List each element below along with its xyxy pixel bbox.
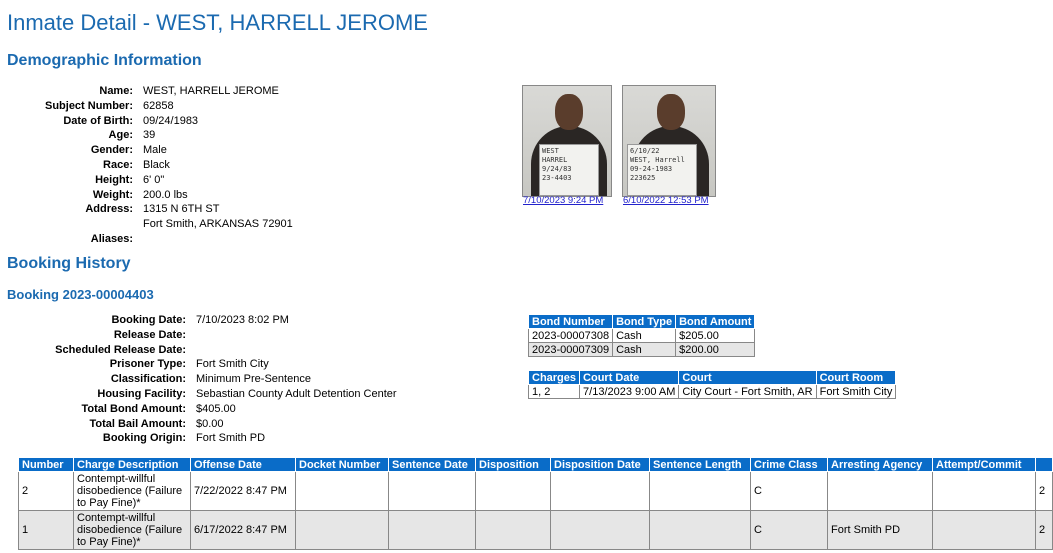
field-value: 62858 <box>143 99 174 112</box>
column-header: Court <box>679 371 816 385</box>
column-header: Arresting Agency <box>828 458 933 472</box>
photo-2-timestamp-link[interactable]: 6/10/2022 12:53 PM <box>623 195 709 206</box>
field-label: Date of Birth: <box>63 114 133 127</box>
field-value: 1315 N 6TH ST Fort Smith, ARKANSAS 72901 <box>143 203 293 231</box>
field-label: Aliases: <box>90 232 133 245</box>
field-value: $405.00 <box>196 402 236 415</box>
booking-history-heading: Booking History <box>7 255 131 272</box>
field-label: Gender: <box>90 144 133 157</box>
table-cell: 2023-00007308 <box>529 329 613 343</box>
column-header <box>1036 458 1053 472</box>
table-cell: Cash <box>613 329 676 343</box>
booking-fields <box>7 313 397 446</box>
field-row <box>7 431 397 446</box>
table-row <box>529 343 755 357</box>
field-value: Male <box>143 144 167 157</box>
field-label: Prisoner Type: <box>109 358 186 371</box>
table-cell: $200.00 <box>676 343 755 357</box>
field-value: 7/10/2023 8:02 PM <box>196 314 289 326</box>
field-row <box>7 387 397 402</box>
table-cell: 2023-00007309 <box>529 343 613 357</box>
table-cell: 1 <box>19 511 74 550</box>
placard-text: WEST, Harrell <box>630 156 685 164</box>
table-cell <box>551 511 650 550</box>
field-row <box>7 188 293 203</box>
table-cell: 2 <box>1036 511 1053 550</box>
field-value: Sebastian County Adult Detention Center <box>196 387 397 400</box>
table-row <box>19 511 1053 550</box>
field-value: Black <box>143 158 170 171</box>
field-label: Release Date: <box>113 328 186 341</box>
table-cell: Contempt-willful disobedience (Failure to Pay Fine)* <box>74 511 191 550</box>
column-header: Sentence Date <box>389 458 476 472</box>
demographic-fields <box>7 84 293 247</box>
field-label: Total Bail Amount: <box>89 417 186 430</box>
table-cell <box>389 511 476 550</box>
field-label: Weight: <box>92 188 133 201</box>
field-row <box>7 372 397 387</box>
field-row <box>7 158 293 173</box>
table-cell: Cash <box>613 343 676 357</box>
bond-table <box>528 314 755 357</box>
column-header: Number <box>19 458 74 472</box>
table-cell <box>296 511 389 550</box>
placard-text: 09-24-1983 <box>630 165 673 173</box>
table-cell: $205.00 <box>676 329 755 343</box>
field-label: Total Bond Amount: <box>81 402 186 415</box>
field-row <box>7 114 293 129</box>
column-header: Docket Number <box>296 458 389 472</box>
placard <box>627 144 697 196</box>
field-label: Name: <box>99 85 133 97</box>
placard-text: HARREL <box>542 156 568 164</box>
field-row <box>7 357 397 372</box>
column-header: Attempt/Commit <box>933 458 1036 472</box>
field-row <box>7 99 293 114</box>
header-row <box>19 458 1053 472</box>
table-cell: 1, 2 <box>529 385 580 399</box>
table-cell: 6/17/2022 8:47 PM <box>191 511 296 550</box>
table-cell <box>296 472 389 511</box>
table-cell <box>650 511 751 550</box>
column-header: Charges <box>529 371 580 385</box>
field-label: Subject Number: <box>44 99 133 112</box>
field-row <box>7 417 397 432</box>
placard-text: 6/10/22 <box>630 147 660 155</box>
column-header: Court Date <box>580 371 679 385</box>
field-label: Housing Facility: <box>97 387 186 400</box>
field-row <box>7 232 293 247</box>
table-row <box>529 385 896 399</box>
field-label: Booking Date: <box>111 314 186 326</box>
column-header: Court Room <box>816 371 896 385</box>
field-value: 6' 0" <box>143 173 165 186</box>
table-cell <box>476 511 551 550</box>
table-cell <box>650 472 751 511</box>
field-value: $0.00 <box>196 417 224 430</box>
page-title: Inmate Detail - WEST, HARRELL JEROME <box>7 10 428 35</box>
table-cell: Contempt-willful disobedience (Failure to Pay Fine)* <box>74 472 191 511</box>
table-cell <box>933 511 1036 550</box>
column-header: Bond Number <box>529 315 613 329</box>
placard-text: WEST <box>542 147 559 155</box>
table-cell: Fort Smith City <box>816 385 896 399</box>
placard-text: 223625 <box>630 174 656 182</box>
table-cell: 2 <box>1036 472 1053 511</box>
table-cell <box>389 472 476 511</box>
booking-title: Booking 2023-00004403 <box>7 287 154 302</box>
column-header: Crime Class <box>751 458 828 472</box>
demographic-heading: Demographic Information <box>7 52 202 69</box>
field-row <box>7 313 397 328</box>
field-value: 09/24/1983 <box>143 114 199 127</box>
field-row <box>7 343 397 358</box>
field-row <box>7 173 293 188</box>
column-header: Disposition <box>476 458 551 472</box>
field-row <box>7 143 293 158</box>
photo-1-timestamp-link[interactable]: 7/10/2023 9:24 PM <box>523 195 604 206</box>
field-label: Booking Origin: <box>102 432 186 445</box>
field-row <box>7 402 397 417</box>
placard-text: 23-4403 <box>542 174 572 182</box>
table-cell <box>933 472 1036 511</box>
field-row <box>7 202 293 232</box>
column-header: Disposition Date <box>551 458 650 472</box>
field-value: 39 <box>143 129 156 142</box>
table-cell: 2 <box>19 472 74 511</box>
court-table <box>528 370 896 399</box>
field-label: Scheduled Release Date: <box>55 343 186 356</box>
field-row <box>7 84 293 99</box>
column-header: Bond Type <box>613 315 676 329</box>
table-cell: C <box>751 511 828 550</box>
table-row <box>529 329 755 343</box>
table-cell <box>476 472 551 511</box>
table-cell: 7/13/2023 9:00 AM <box>580 385 679 399</box>
header-row <box>529 315 755 329</box>
table-row <box>19 472 1053 511</box>
field-row <box>7 328 397 343</box>
column-header: Sentence Length <box>650 458 751 472</box>
field-value: WEST, HARRELL JEROME <box>143 85 279 97</box>
table-cell <box>828 472 933 511</box>
mugshot-photo-1[interactable] <box>522 85 612 197</box>
field-value: Fort Smith City <box>196 358 269 371</box>
field-label: Age: <box>108 129 133 142</box>
placard-text: 9/24/83 <box>542 165 572 173</box>
header-row <box>529 371 896 385</box>
field-value: Minimum Pre-Sentence <box>196 373 311 386</box>
placard <box>539 144 599 196</box>
field-label: Race: <box>103 158 133 171</box>
column-header: Offense Date <box>191 458 296 472</box>
table-cell: Fort Smith PD <box>828 511 933 550</box>
field-value: 200.0 lbs <box>143 188 188 201</box>
table-cell: 7/22/2022 8:47 PM <box>191 472 296 511</box>
column-header: Bond Amount <box>676 315 755 329</box>
field-value: Fort Smith PD <box>196 432 266 445</box>
table-cell: City Court - Fort Smith, AR <box>679 385 816 399</box>
mugshot-photo-2[interactable] <box>622 85 716 197</box>
field-label: Height: <box>95 173 133 186</box>
table-cell: C <box>751 472 828 511</box>
field-label: Address: <box>85 203 133 216</box>
charges-table <box>18 457 1053 550</box>
table-cell <box>551 472 650 511</box>
field-label: Classification: <box>110 373 186 386</box>
field-row <box>7 128 293 143</box>
column-header: Charge Description <box>74 458 191 472</box>
